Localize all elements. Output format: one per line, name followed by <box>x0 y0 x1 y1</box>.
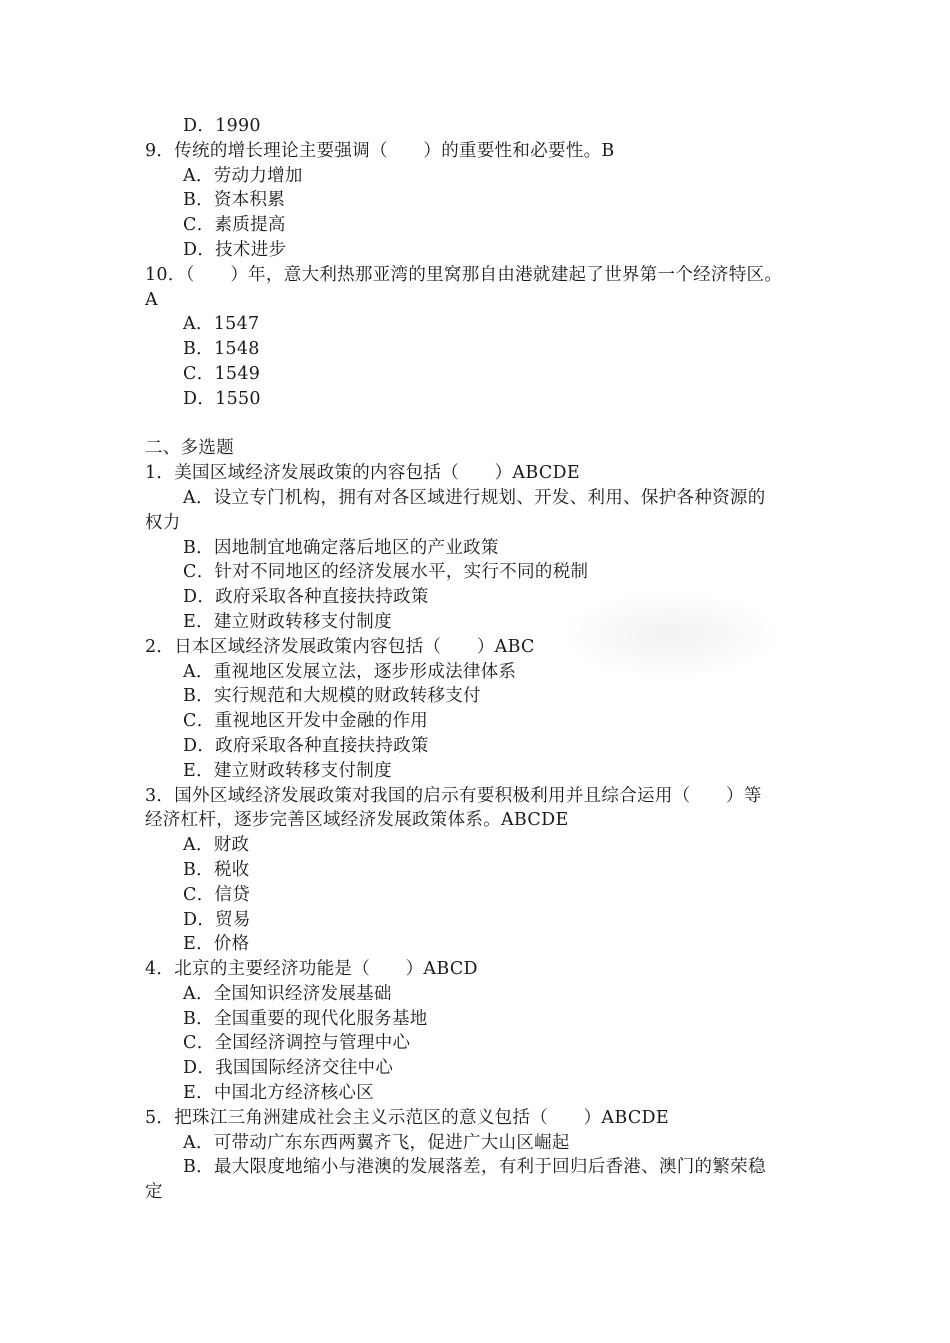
answer-option: E．建立财政转移支付制度 <box>183 611 392 632</box>
question-text: 9．传统的增长理论主要强调（ ）的重要性和必要性。B <box>145 140 615 161</box>
answer-option: B．资本积累 <box>183 190 286 211</box>
answer-option: C．信贷 <box>183 884 251 905</box>
question-text: 二、多选题 <box>145 438 234 459</box>
answer-option: A．重视地区发展立法，逐步形成法律体系 <box>183 661 517 682</box>
answer-option: D．政府采取各种直接扶持政策 <box>183 735 429 756</box>
answer-option: E．价格 <box>183 934 250 955</box>
answer-option: A．劳动力增加 <box>183 165 303 186</box>
answer-option: A．设立专门机构，拥有对各区域进行规划、开发、利用、保护各种资源的 <box>183 487 766 508</box>
answer-option: A．可带动广东东西两翼齐飞，促进广大山区崛起 <box>183 1132 570 1153</box>
answer-option: C．1549 <box>183 363 261 384</box>
answer-option: B．实行规范和大规模的财政转移支付 <box>183 686 481 707</box>
answer-option: B．税收 <box>183 859 250 880</box>
question-text: 3．国外区域经济发展政策对我国的启示有要积极利用并且综合运用（ ）等 <box>145 785 762 806</box>
question-text: 5．把珠江三角洲建成社会主义示范区的意义包括（ ）ABCDE <box>145 1107 669 1128</box>
answer-option: C．重视地区开发中金融的作用 <box>183 711 429 732</box>
document-body <box>145 114 810 1205</box>
question-text: 2．日本区域经济发展政策内容包括（ ）ABC <box>145 636 535 657</box>
answer-option: E．中国北方经济核心区 <box>183 1083 375 1104</box>
question-text: 10．（ ）年，意大利热那亚湾的里窝那自由港就建起了世界第一个经济特区。 <box>145 264 783 285</box>
answer-option: D．我国国际经济交往中心 <box>183 1058 394 1079</box>
answer-option: D．1550 <box>183 388 261 409</box>
answer-option: B．全国重要的现代化服务基地 <box>183 1008 428 1029</box>
answer-option: A．财政 <box>183 835 250 856</box>
question-text: 经济杠杆，逐步完善区域经济发展政策体系。ABCDE <box>145 810 569 831</box>
question-text: A <box>145 289 158 310</box>
answer-option: B．1548 <box>183 339 260 360</box>
answer-option: C．素质提高 <box>183 215 286 236</box>
question-text: 权力 <box>145 512 181 533</box>
blank-line <box>145 412 810 437</box>
answer-option: B．因地制宜地确定落后地区的产业政策 <box>183 537 499 558</box>
answer-option: A．全国知识经济发展基础 <box>183 983 392 1004</box>
question-text: 4．北京的主要经济功能是（ ）ABCD <box>145 959 478 980</box>
question-text: 定 <box>145 1182 163 1203</box>
answer-option: E．建立财政转移支付制度 <box>183 760 392 781</box>
answer-option: C．全国经济调控与管理中心 <box>183 1033 411 1054</box>
answer-option: D．技术进步 <box>183 239 287 260</box>
answer-option: C．针对不同地区的经济发展水平，实行不同的税制 <box>183 562 589 583</box>
question-text: 1．美国区域经济发展政策的内容包括（ ）ABCDE <box>145 463 580 484</box>
answer-option: D．贸易 <box>183 909 251 930</box>
answer-option: D．1990 <box>183 116 261 136</box>
answer-option: A．1547 <box>183 314 260 335</box>
answer-option: D．政府采取各种直接扶持政策 <box>183 587 429 608</box>
answer-option: B．最大限度地缩小与港澳的发展落差，有利于回归后香港、澳门的繁荣稳 <box>183 1157 766 1178</box>
